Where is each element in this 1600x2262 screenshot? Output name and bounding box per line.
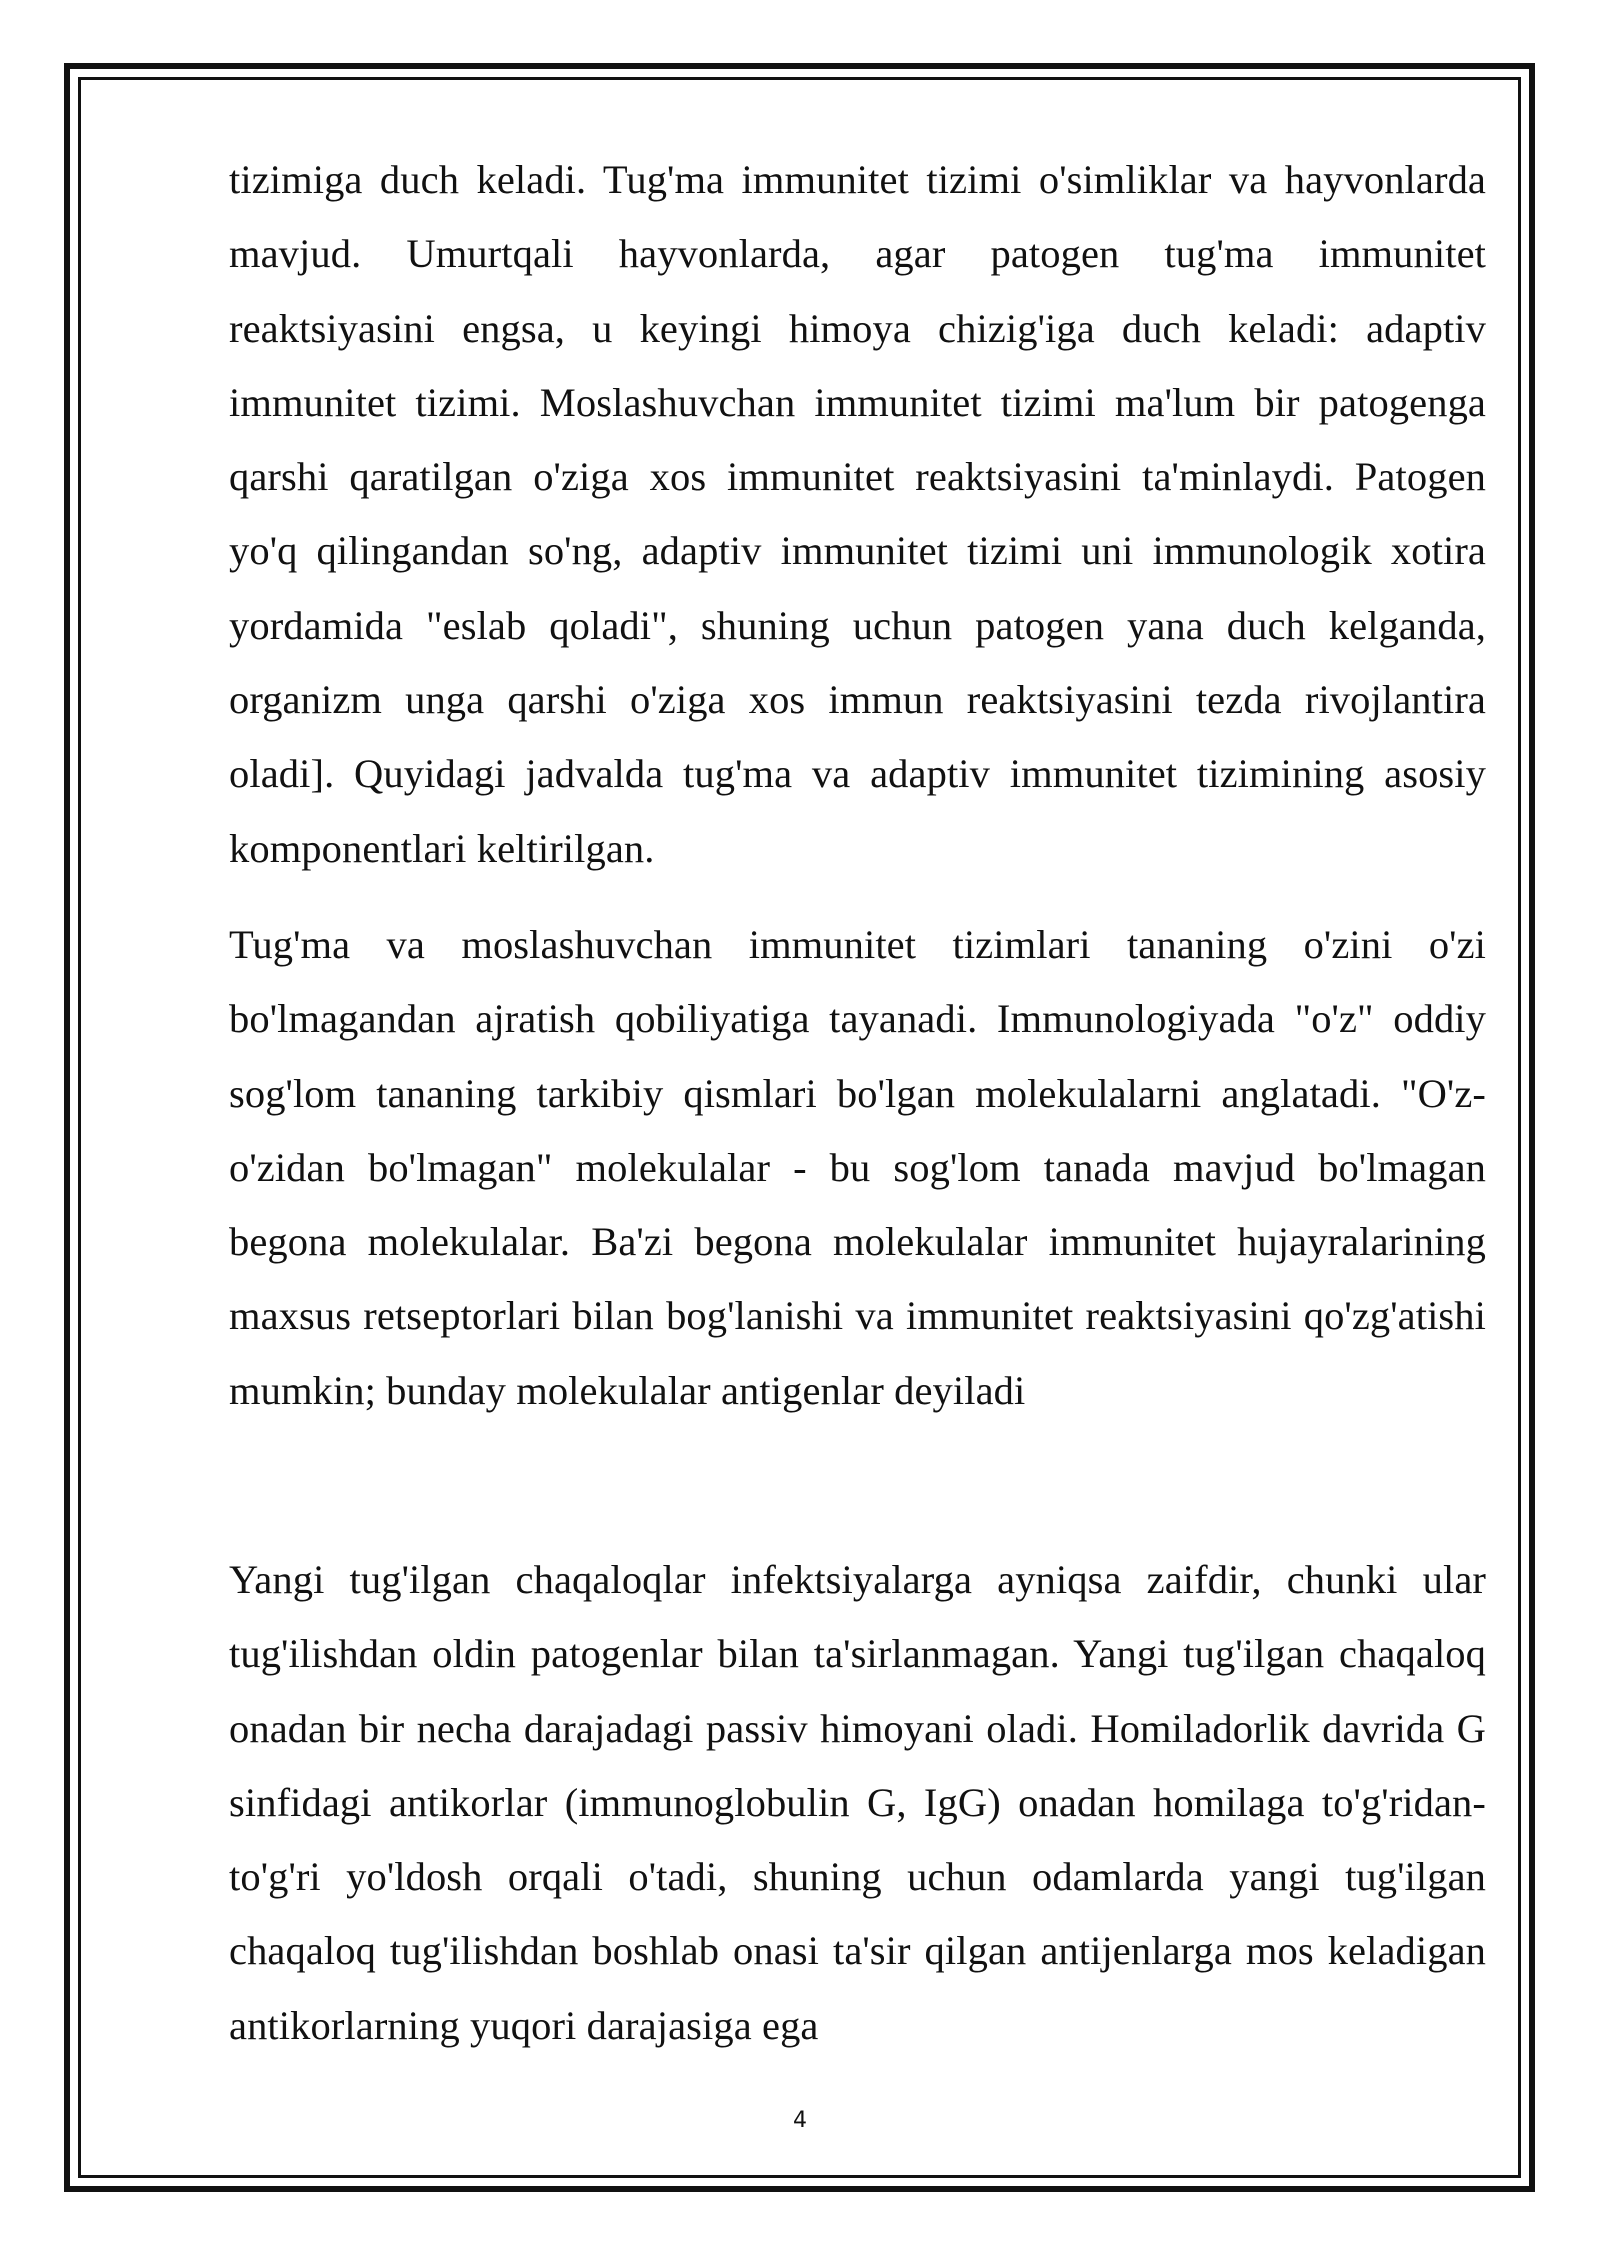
paragraph-3 [229, 1543, 1486, 2063]
paragraph-3-text: Yangi tug'ilgan chaqaloqlar infektsiyalarga ayniqsa zaifdir, chunki ular tug'ilishdan oldin patogenlar bilan ta'sirlanmagan. Yangi tug'ilgan chaqaloq onadan bir necha darajadagi passiv himoyani oladi. Homiladorlik davrida G sinfidagi antikorlar (immunoglobulin G, IgG) onadan homilaga to'g'ridan-to'g'ri yo'ldosh orqali o'tadi, shuning uchun odamlarda yangi tug'ilgan chaqaloq tug'ilishdan boshlab onasi ta'sir qilgan antijenlarga mos keladigan antikorlarning yuqori darajasiga ega [229, 1557, 1486, 2048]
paragraph-2-text: Tug'ma va moslashuvchan immunitet tizimlari tananing o'zini o'zi bo'lmagandan ajratish qobiliyatiga tayanadi. Immunologiyada "o'z" oddiy sog'lom tananing tarkibiy qismlari bo'lgan molekulalarni anglatadi. "O'z-o'zidan bo'lmagan" molekulalar - bu sog'lom tanada mavjud bo'lmagan begona molekulalar. Ba'zi begona molekulalar immunitet hujayralarining maxsus retseptorlari bilan bog'lanishi va immunitet reaktsiyasini qo'zg'atishi mumkin; bunday molekulalar antigenlar deyiladi [229, 922, 1486, 1413]
page-number: 4 [793, 2108, 807, 2133]
paragraph-1-text: tizimiga duch keladi. Tug'ma immunitet tizimi o'simliklar va hayvonlarda mavjud. Umurtqali hayvonlarda, agar patogen tug'ma immunitet reaktsiyasini engsa, u keyingi himoya chizig'iga duch keladi: adaptiv immunitet tizimi. Moslashuvchan immunitet tizimi ma'lum bir patogenga qarshi qaratilgan o'ziga xos immunitet reaktsiyasini ta'minlaydi. Patogen yo'q qilingandan so'ng, adaptiv immunitet tizimi uni immunologik xotira yordamida "eslab qoladi", shuning uchun patogen yana duch kelganda, organizm unga qarshi o'ziga xos immun reaktsiyasini tezda rivojlantira oladi]. Quyidagi jadvalda tug'ma va adaptiv immunitet tizimining asosiy komponentlari keltirilgan. [229, 157, 1486, 871]
paragraph-1 [229, 143, 1486, 886]
paragraph-2 [229, 908, 1486, 1428]
